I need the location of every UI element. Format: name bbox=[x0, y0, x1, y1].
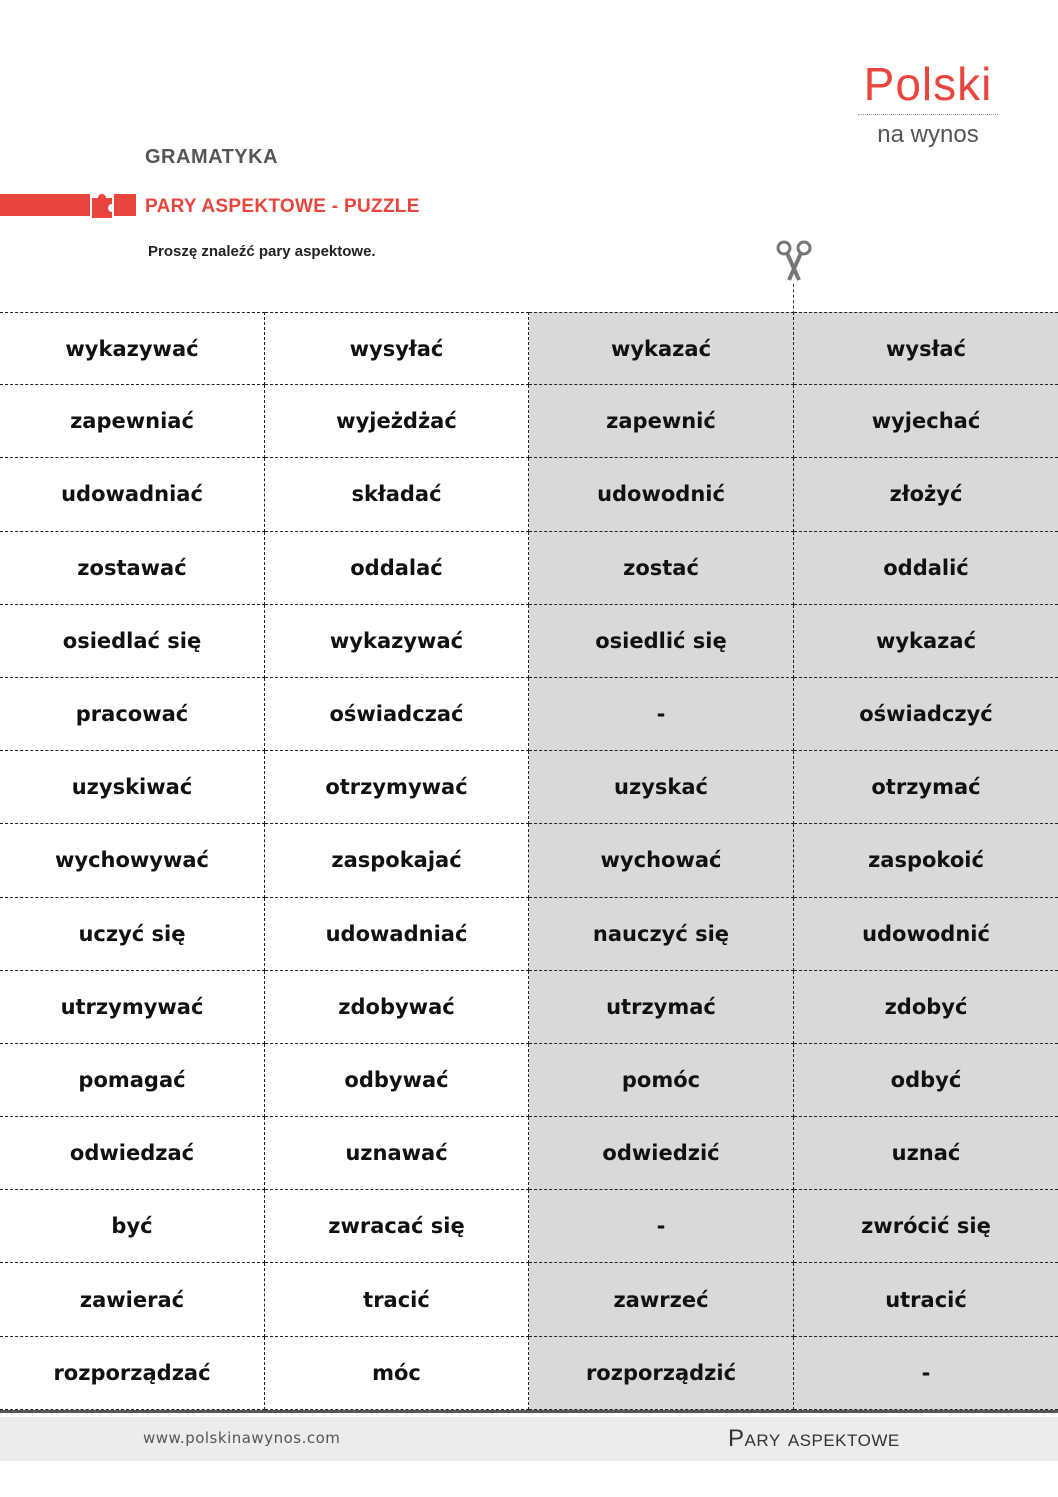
puzzle-cell: wykazywać bbox=[0, 312, 265, 385]
puzzle-cell: rozporządzać bbox=[0, 1337, 265, 1410]
puzzle-cell: wykazać bbox=[794, 605, 1058, 678]
puzzle-cell: udowadniać bbox=[0, 458, 265, 531]
footer-divider bbox=[0, 1410, 1058, 1413]
puzzle-cell: otrzymać bbox=[794, 751, 1058, 824]
cut-line bbox=[793, 284, 794, 314]
puzzle-cell: osiedlić się bbox=[529, 605, 794, 678]
puzzle-cell: wysyłać bbox=[265, 312, 529, 385]
puzzle-cell: zawrzeć bbox=[529, 1263, 794, 1336]
puzzle-piece-icon bbox=[88, 190, 116, 218]
puzzle-cell: zdobyć bbox=[794, 971, 1058, 1044]
puzzle-cell: zdobywać bbox=[265, 971, 529, 1044]
puzzle-cell: udowadniać bbox=[265, 898, 529, 971]
puzzle-cell: nauczyć się bbox=[529, 898, 794, 971]
puzzle-cell: oddalać bbox=[265, 532, 529, 605]
puzzle-cell: osiedlać się bbox=[0, 605, 265, 678]
puzzle-cell: wychować bbox=[529, 824, 794, 897]
puzzle-cell: - bbox=[794, 1337, 1058, 1410]
puzzle-cell: zostawać bbox=[0, 532, 265, 605]
puzzle-cell: wykazać bbox=[529, 312, 794, 385]
puzzle-cell: otrzymywać bbox=[265, 751, 529, 824]
puzzle-cell: zapewnić bbox=[529, 385, 794, 458]
puzzle-cell: oświadczyć bbox=[794, 678, 1058, 751]
puzzle-cell: wyjeżdżać bbox=[265, 385, 529, 458]
puzzle-cell: utrzymać bbox=[529, 971, 794, 1044]
scissors-icon bbox=[775, 238, 813, 284]
puzzle-cell: uzyskiwać bbox=[0, 751, 265, 824]
puzzle-cell: składać bbox=[265, 458, 529, 531]
puzzle-cell: odwiedzać bbox=[0, 1117, 265, 1190]
puzzle-cell: udowodnić bbox=[794, 898, 1058, 971]
puzzle-cell: utrzymywać bbox=[0, 971, 265, 1044]
puzzle-cell: wykazywać bbox=[265, 605, 529, 678]
accent-bar bbox=[0, 194, 90, 216]
puzzle-cell: udowodnić bbox=[529, 458, 794, 531]
footer bbox=[0, 1417, 1058, 1461]
puzzle-cell: uzyskać bbox=[529, 751, 794, 824]
puzzle-cell: złożyć bbox=[794, 458, 1058, 531]
logo bbox=[858, 58, 998, 149]
footer-title: Pary aspektowe bbox=[728, 1425, 900, 1452]
puzzle-cell: zaspokajać bbox=[265, 824, 529, 897]
page-subtitle: PARY ASPEKTOWE - PUZZLE bbox=[145, 196, 420, 217]
puzzle-cell: wyjechać bbox=[794, 385, 1058, 458]
puzzle-cell: oświadczać bbox=[265, 678, 529, 751]
puzzle-cell: - bbox=[529, 1190, 794, 1263]
puzzle-cell: rozporządzić bbox=[529, 1337, 794, 1410]
logo-sub-text: na wynos bbox=[877, 121, 979, 148]
puzzle-cell: móc bbox=[265, 1337, 529, 1410]
section-title: GRAMATYKA bbox=[145, 146, 279, 168]
puzzle-cell: zapewniać bbox=[0, 385, 265, 458]
puzzle-cell: zawierać bbox=[0, 1263, 265, 1336]
puzzle-cell: utracić bbox=[794, 1263, 1058, 1336]
puzzle-cell: zwrócić się bbox=[794, 1190, 1058, 1263]
puzzle-cell: wysłać bbox=[794, 312, 1058, 385]
puzzle-cell: - bbox=[529, 678, 794, 751]
puzzle-cell: oddalić bbox=[794, 532, 1058, 605]
puzzle-cell: uznać bbox=[794, 1117, 1058, 1190]
puzzle-cell: odbywać bbox=[265, 1044, 529, 1117]
instruction-text: Proszę znaleźć pary aspektowe. bbox=[148, 243, 376, 260]
puzzle-cell: być bbox=[0, 1190, 265, 1263]
puzzle-cell: zostać bbox=[529, 532, 794, 605]
logo-main-text: Polski bbox=[858, 58, 998, 115]
puzzle-cell: uczyć się bbox=[0, 898, 265, 971]
puzzle-cell: pomagać bbox=[0, 1044, 265, 1117]
puzzle-cell: zaspokoić bbox=[794, 824, 1058, 897]
puzzle-cell: uznawać bbox=[265, 1117, 529, 1190]
footer-url[interactable]: www.polskinawynos.com bbox=[143, 1429, 341, 1447]
puzzle-cell: odwiedzić bbox=[529, 1117, 794, 1190]
puzzle-cell: tracić bbox=[265, 1263, 529, 1336]
puzzle-grid bbox=[0, 312, 1058, 1410]
puzzle-cell: zwracać się bbox=[265, 1190, 529, 1263]
puzzle-cell: wychowywać bbox=[0, 824, 265, 897]
accent-box bbox=[114, 194, 136, 216]
puzzle-cell: pomóc bbox=[529, 1044, 794, 1117]
puzzle-cell: odbyć bbox=[794, 1044, 1058, 1117]
puzzle-cell: pracować bbox=[0, 678, 265, 751]
